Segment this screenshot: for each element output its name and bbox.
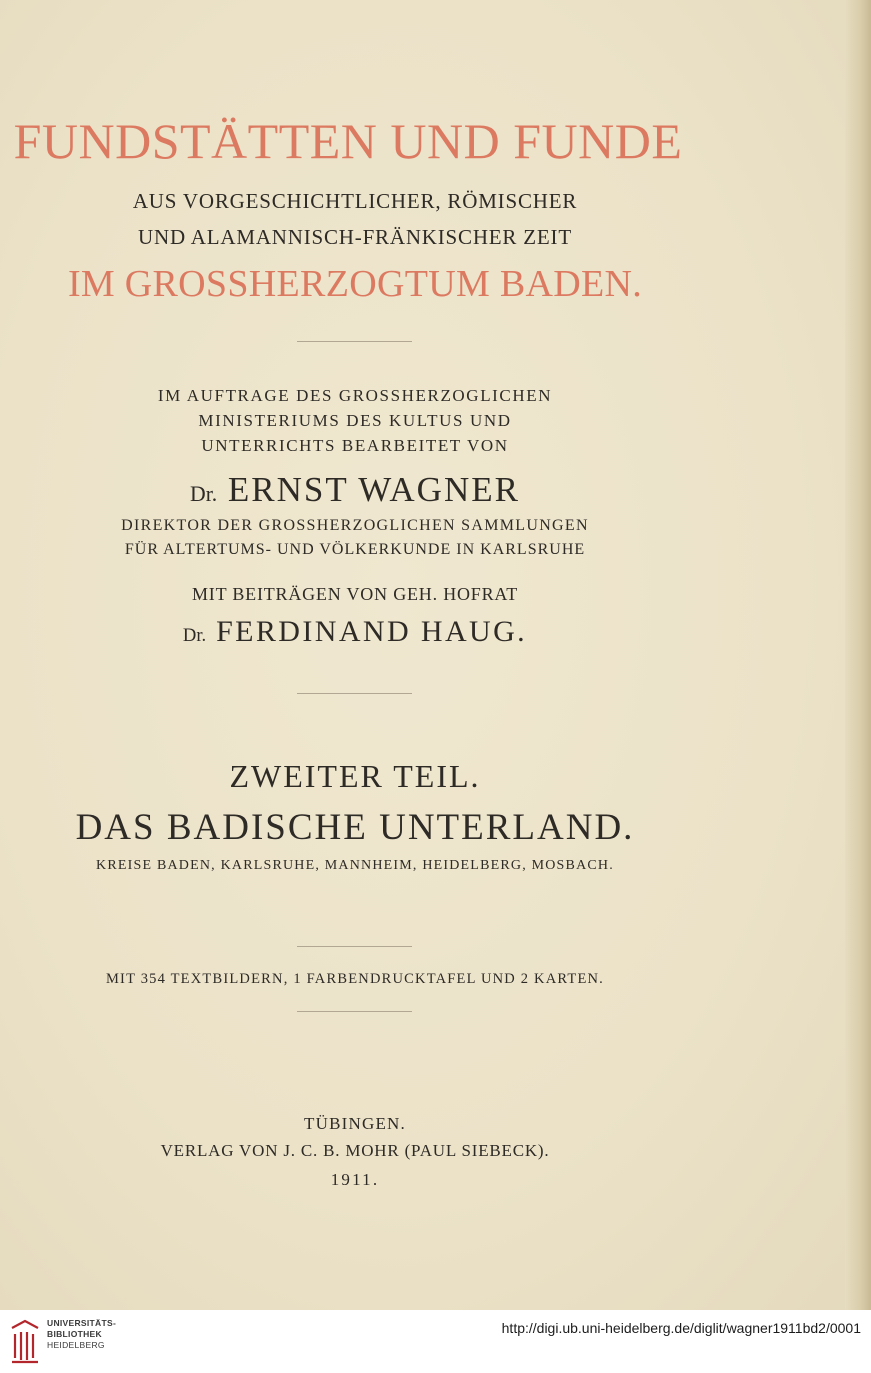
contributor-prefix: Dr. — [182, 625, 207, 646]
permalink-url[interactable]: http://digi.ub.uni-heidelberg.de/diglit/wagner1911bd2/0001 — [501, 1320, 861, 1336]
contributor-surname: FERDINAND HAUG. — [216, 615, 528, 648]
divider-rule — [297, 693, 412, 694]
contributor-intro: MIT BEITRÄGEN VON GEH. HOFRAT — [191, 584, 519, 604]
divider-rule — [297, 341, 412, 342]
library-line-3: HEIDELBERG — [47, 1340, 105, 1350]
divider-rule — [297, 1011, 412, 1012]
author-name — [0, 470, 710, 510]
commission-line-1: IM AUFTRAGE DES GROSSHERZOGLICHEN — [157, 386, 553, 405]
imprint-year: 1911. — [330, 1170, 380, 1189]
imprint-publisher: VERLAG VON J. C. B. MOHR (PAUL SIEBECK). — [160, 1141, 550, 1160]
library-line-2: BIBLIOTHEK — [47, 1329, 102, 1339]
title-line-2: AUS VORGESCHICHTLICHER, RÖMISCHER — [132, 189, 578, 213]
page-gutter-shadow — [845, 0, 871, 1310]
volume-part: ZWEITER TEIL. — [229, 758, 481, 794]
volume-subtitle: DAS BADISCHE UNTERLAND. — [75, 807, 635, 848]
ub-heidelberg-logo-icon[interactable] — [8, 1318, 42, 1364]
contributor-name — [0, 615, 710, 649]
author-role-2: FÜR ALTERTUMS- UND VÖLKERKUNDE IN KARLSRUHE — [124, 541, 586, 558]
title-main: FUNDSTÄTTEN UND FUNDE — [13, 113, 683, 169]
author-surname: ERNST WAGNER — [227, 470, 520, 509]
library-name[interactable] — [47, 1318, 116, 1351]
imprint-place: TÜBINGEN. — [304, 1114, 406, 1133]
title-line-4: IM GROSSHERZOGTUM BADEN. — [67, 263, 643, 305]
title-line-3: UND ALAMANNISCH-FRÄNKISCHER ZEIT — [138, 225, 572, 249]
volume-districts: KREISE BADEN, KARLSRUHE, MANNHEIM, HEIDELBERG, MOSBACH. — [96, 858, 614, 873]
author-role-1: DIREKTOR DER GROSSHERZOGLICHEN SAMMLUNGEN — [121, 517, 589, 534]
illustrations-note: MIT 354 TEXTBILDERN, 1 FARBENDRUCKTAFEL UND 2 KARTEN. — [105, 971, 605, 987]
author-prefix: Dr. — [190, 482, 218, 506]
library-line-1: UNIVERSITÄTS- — [47, 1318, 117, 1328]
commission-line-3: UNTERRICHTS BEARBEITET VON — [201, 436, 509, 455]
commission-line-2: MINISTERIUMS DES KULTUS UND — [198, 411, 512, 430]
divider-rule — [297, 946, 412, 947]
